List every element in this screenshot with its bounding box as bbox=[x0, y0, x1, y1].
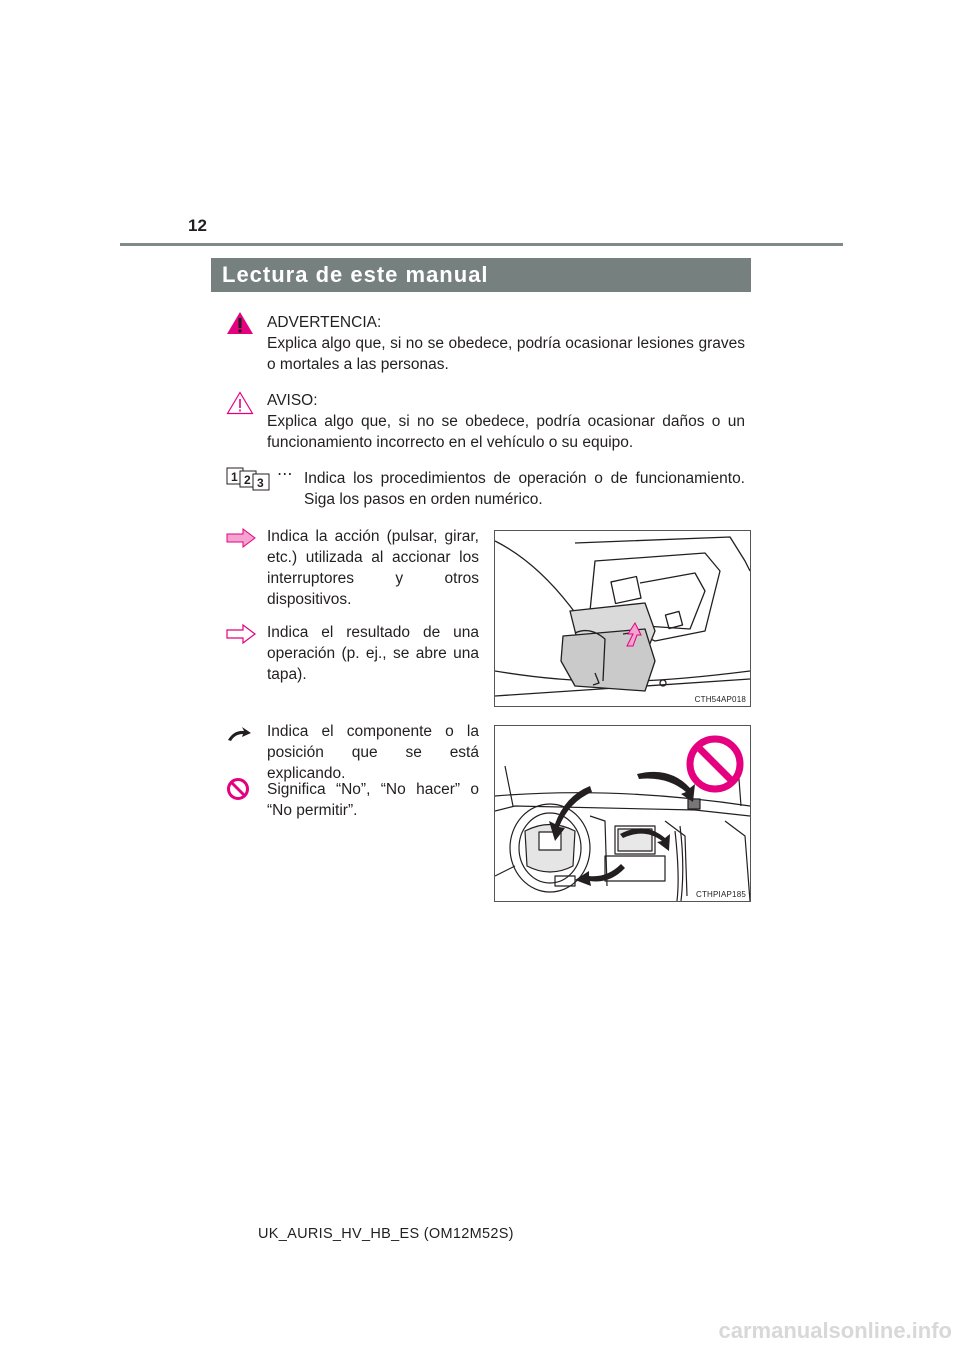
top-rule bbox=[120, 243, 843, 246]
filled-arrow-icon bbox=[226, 528, 256, 548]
result-text: Indica el resultado de una operación (p. ej., se abre una tapa). bbox=[267, 624, 479, 683]
warning-title: ADVERTENCIA: bbox=[267, 314, 382, 331]
page-number: 12 bbox=[188, 216, 207, 235]
steps-text: Indica los procedimientos de operación o de funcionamiento. Siga los pasos en orden numérico. bbox=[304, 470, 745, 508]
warning-triangle-filled-icon bbox=[226, 311, 254, 335]
step-badge-1: 1 bbox=[231, 470, 238, 484]
dashboard-illustration bbox=[495, 726, 750, 901]
prohibited-text: Significa “No”, “No hacer” o “No permitir”. bbox=[267, 781, 479, 819]
dashboard-figure-code: CTHPIAP185 bbox=[695, 890, 746, 899]
action-text: Indica la acción (pulsar, girar, etc.) utilizada al accionar los interruptores y otros dispositivos. bbox=[267, 528, 479, 608]
numbered-steps-icon bbox=[226, 465, 278, 491]
warning-triangle-outline-icon bbox=[226, 391, 254, 415]
notice-text: Explica algo que, si no se obedece, podría ocasionar daños o un funcionamiento incorrecto en el vehículo o su equipo. bbox=[267, 413, 745, 451]
overhead-console-figure bbox=[494, 530, 751, 707]
component-text: Indica el componente o la posición que se está explicando. bbox=[267, 723, 479, 782]
curved-arrow-icon bbox=[226, 726, 252, 742]
prohibition-icon bbox=[226, 777, 250, 801]
overhead-console-illustration bbox=[495, 531, 750, 706]
step-badge-2: 2 bbox=[244, 473, 251, 487]
section-title: Lectura de este manual bbox=[211, 258, 751, 292]
watermark-text: carmanualsonline.info bbox=[718, 1318, 952, 1343]
steps-ellipsis: ⋯ bbox=[277, 466, 293, 483]
dashboard-figure bbox=[494, 725, 751, 902]
step-badge-3: 3 bbox=[257, 476, 264, 490]
notice-title: AVISO: bbox=[267, 392, 318, 409]
outline-arrow-icon bbox=[226, 624, 256, 644]
overhead-console-figure-code: CTH54AP018 bbox=[694, 695, 746, 704]
warning-text: Explica algo que, si no se obedece, podría ocasionar lesiones graves o mortales a las personas. bbox=[267, 335, 745, 373]
footer-code: UK_AURIS_HV_HB_ES (OM12M52S) bbox=[258, 1226, 514, 1242]
